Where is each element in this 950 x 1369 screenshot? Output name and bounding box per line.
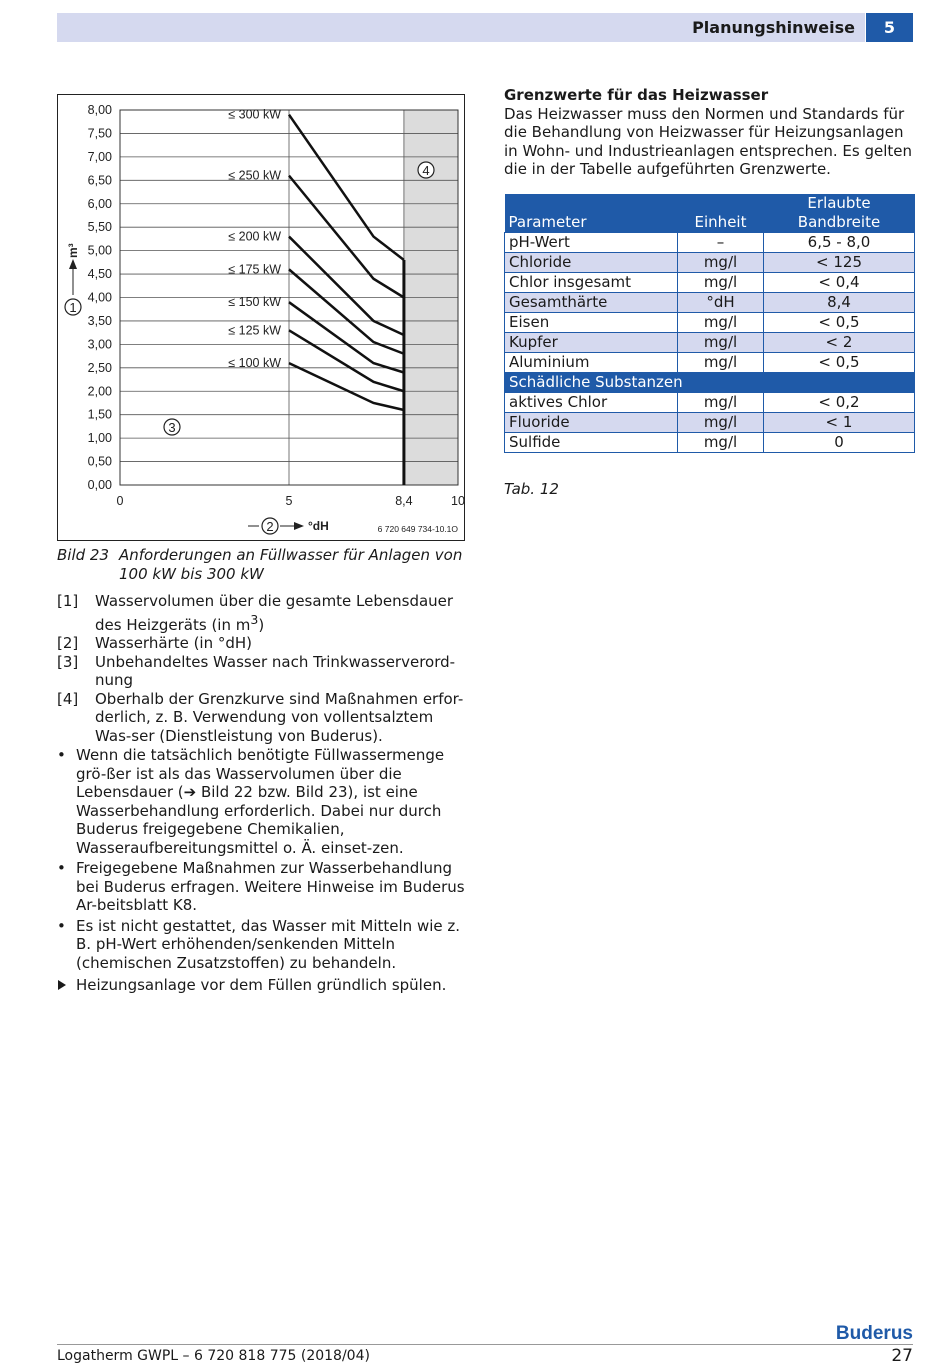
legend-key: [1] bbox=[57, 592, 79, 610]
y-tick-label: 7,00 bbox=[87, 149, 112, 164]
cell-unit: mg/l bbox=[678, 413, 764, 433]
page-number: 27 bbox=[891, 1346, 913, 1366]
table-row bbox=[505, 253, 915, 273]
cell-value: < 0,5 bbox=[764, 353, 915, 373]
cell-unit: mg/l bbox=[678, 253, 764, 273]
bullet-text: Wenn die tatsächlich benötigte Füllwassermenge grö-ßer ist als das Wasservolumen über die Lebensdauer (➔ Bild 22 bzw. Bild 23), ist eine Wasserbehandlung erforderlich. Dabei nur durch Buderus freigegebene Chemikalien, Wasseraufbereitungsmittel o. Ä. einset-zen. bbox=[76, 746, 445, 857]
footer-document-id: Logatherm GWPL – 6 720 818 775 (2018/04) bbox=[57, 1348, 370, 1364]
x-tick-label: 10 bbox=[451, 494, 465, 508]
cell-unit: mg/l bbox=[678, 433, 764, 453]
bullet-item bbox=[57, 917, 469, 973]
legend-item bbox=[57, 592, 469, 634]
series-line bbox=[289, 115, 404, 260]
y-axis-label: m³ bbox=[66, 243, 80, 258]
figure-legend bbox=[57, 592, 469, 745]
action-step bbox=[57, 976, 469, 995]
cell-unit: mg/l bbox=[678, 313, 764, 333]
bullet-text: Es ist nicht gestattet, das Wasser mit Mitteln wie z. B. pH-Wert erhöhenden/senkenden Mitteln (chemischen Zusatzstoffen) zu behandeln. bbox=[76, 916, 461, 972]
legend-item bbox=[57, 653, 469, 690]
x-tick-label: 0 bbox=[116, 494, 124, 508]
right-column bbox=[504, 86, 916, 179]
table-row bbox=[505, 293, 915, 313]
chart-svg bbox=[58, 95, 466, 542]
legend-item bbox=[57, 634, 469, 653]
cell-parameter: Aluminium bbox=[505, 353, 678, 373]
legend-text: Wasserhärte (in °dH) bbox=[95, 634, 253, 652]
y-axis-arrowhead bbox=[69, 259, 77, 269]
y-tick-label: 1,00 bbox=[87, 431, 112, 446]
cell-value: 8,4 bbox=[764, 293, 915, 313]
table-header-row bbox=[505, 194, 915, 233]
series-label: ≤ 175 kW bbox=[228, 262, 281, 277]
series-line bbox=[289, 176, 404, 298]
y-tick-label: 7,50 bbox=[87, 126, 112, 141]
y-tick-label: 1,50 bbox=[87, 407, 112, 422]
bullet-dot: • bbox=[57, 916, 66, 935]
series-line bbox=[289, 330, 404, 391]
table-row bbox=[505, 353, 915, 373]
bullet-text: Freigegebene Maßnahmen zur Wasserbehandlung bei Buderus erfragen. Weitere Hinweise im Buderus Ar-beitsblatt K8. bbox=[76, 859, 465, 914]
cell-value: < 1 bbox=[764, 413, 915, 433]
cell-parameter: pH-Wert bbox=[505, 233, 678, 253]
series-line bbox=[289, 302, 404, 372]
figure-caption bbox=[57, 546, 469, 584]
page-header-bar bbox=[57, 13, 865, 42]
table-caption: Tab. 12 bbox=[504, 480, 559, 498]
chart-figure bbox=[57, 94, 465, 541]
series-label: ≤ 150 kW bbox=[228, 295, 281, 310]
section-title: Planungshinweise bbox=[692, 18, 855, 37]
cell-unit: – bbox=[678, 233, 764, 253]
cell-unit: mg/l bbox=[678, 393, 764, 413]
footer-divider bbox=[57, 1344, 913, 1345]
cell-value: 6,5 - 8,0 bbox=[764, 233, 915, 253]
y-tick-label: 0,50 bbox=[87, 454, 112, 469]
x-tick-label: 8,4 bbox=[395, 494, 413, 508]
legend-item bbox=[57, 690, 469, 746]
legend-text: Wasservolumen über die gesamte Lebensdauer des Heizgeräts (in m bbox=[95, 592, 454, 634]
bullet-item bbox=[57, 859, 469, 915]
y-tick-label: 5,50 bbox=[87, 220, 112, 235]
cell-parameter: Gesamthärte bbox=[505, 293, 678, 313]
cell-unit: mg/l bbox=[678, 333, 764, 353]
cell-unit: °dH bbox=[678, 293, 764, 313]
header-range-line2: Bandbreite bbox=[797, 213, 881, 231]
callout-number: 4 bbox=[422, 163, 430, 178]
series-label: ≤ 200 kW bbox=[228, 229, 281, 244]
y-tick-label: 2,50 bbox=[87, 360, 112, 375]
figure-caption-label: Bild 23 bbox=[57, 546, 110, 564]
limits-paragraph: Das Heizwasser muss den Normen und Standards für die Behandlung von Heizwasser für Heizungsanlagen in Wohn- und Industrieanlagen entsprechen. Es gelten die in der Tabelle aufgeführten Grenzwerte. bbox=[504, 104, 913, 178]
table-row bbox=[505, 313, 915, 333]
cell-value: 0 bbox=[764, 433, 915, 453]
table-row bbox=[505, 273, 915, 293]
header-parameter: Parameter bbox=[505, 194, 678, 233]
y-tick-label: 6,50 bbox=[87, 173, 112, 188]
bullet-item bbox=[57, 746, 469, 857]
legend-text: Oberhalb der Grenzkurve sind Maßnahmen erfor-derlich, z. B. Verwendung von vollentsalztem Was-ser (Dienstleistung von Buderus). bbox=[95, 689, 464, 745]
callout-number: 1 bbox=[69, 300, 77, 315]
y-tick-label: 2,00 bbox=[87, 384, 112, 399]
cell-parameter: Kupfer bbox=[505, 333, 678, 353]
table-row bbox=[505, 413, 915, 433]
legend-key: [3] bbox=[57, 652, 79, 671]
limits-heading: Grenzwerte für das Heizwasser bbox=[504, 86, 769, 104]
bullet-dot: • bbox=[57, 859, 66, 877]
y-tick-label: 5,00 bbox=[87, 243, 112, 258]
cell-parameter: Sulfide bbox=[505, 433, 678, 453]
series-label: ≤ 125 kW bbox=[228, 323, 281, 338]
y-tick-label: 6,00 bbox=[87, 196, 112, 211]
header-range bbox=[764, 194, 915, 233]
cell-value: < 2 bbox=[764, 333, 915, 353]
y-tick-label: 8,00 bbox=[87, 103, 112, 117]
figure-id-code: 6 720 649 734-10.1O bbox=[377, 524, 458, 534]
cell-parameter: aktives Chlor bbox=[505, 393, 678, 413]
legend-text: Unbehandeltes Wasser nach Trinkwasserverord-nung bbox=[95, 652, 456, 689]
y-tick-label: 4,00 bbox=[87, 290, 112, 305]
chapter-number: 5 bbox=[866, 13, 913, 42]
legend-key: [2] bbox=[57, 634, 79, 652]
cell-value: < 0,5 bbox=[764, 313, 915, 333]
cell-parameter: Eisen bbox=[505, 313, 678, 333]
bullet-list bbox=[57, 746, 469, 995]
y-tick-label: 4,50 bbox=[87, 267, 112, 282]
limits-table bbox=[504, 194, 915, 453]
brand-logo: Buderus bbox=[835, 1323, 913, 1344]
cell-unit: mg/l bbox=[678, 353, 764, 373]
y-tick-label: 3,50 bbox=[87, 313, 112, 328]
table-row bbox=[505, 433, 915, 453]
action-triangle-icon bbox=[58, 980, 66, 990]
bullet-dot: • bbox=[57, 746, 66, 764]
table-row bbox=[505, 393, 915, 413]
cell-parameter: Fluoride bbox=[505, 413, 678, 433]
header-unit: Einheit bbox=[678, 194, 764, 233]
table-row bbox=[505, 333, 915, 353]
cell-parameter: Chlor insgesamt bbox=[505, 273, 678, 293]
action-text: Heizungsanlage vor dem Füllen gründlich spülen. bbox=[76, 976, 447, 994]
x-tick-label: 5 bbox=[285, 494, 293, 508]
legend-superscript: 3 bbox=[250, 611, 259, 627]
header-range-line1: Erlaubte bbox=[807, 194, 871, 212]
cell-value: < 125 bbox=[764, 253, 915, 273]
callout-number: 3 bbox=[168, 420, 176, 435]
cell-value: < 0,2 bbox=[764, 393, 915, 413]
cell-parameter: Chloride bbox=[505, 253, 678, 273]
x-axis-label: °dH bbox=[308, 519, 329, 533]
callout-number: 2 bbox=[266, 519, 274, 534]
legend-key: [4] bbox=[57, 689, 79, 708]
series-label: ≤ 300 kW bbox=[228, 107, 281, 122]
figure-caption-text: Anforderungen an Füllwasser für Anlagen von 100 kW bis 300 kW bbox=[119, 546, 463, 583]
cell-value: < 0,4 bbox=[764, 273, 915, 293]
x-axis-arrowhead bbox=[294, 522, 304, 530]
section-label: Schädliche Substanzen bbox=[505, 373, 915, 393]
legend-tail: ) bbox=[258, 615, 265, 634]
cell-unit: mg/l bbox=[678, 273, 764, 293]
table-row bbox=[505, 233, 915, 253]
series-label: ≤ 250 kW bbox=[228, 168, 281, 183]
table-section-row bbox=[505, 373, 915, 393]
series-label: ≤ 100 kW bbox=[228, 356, 281, 371]
y-tick-label: 3,00 bbox=[87, 337, 112, 352]
y-tick-label: 0,00 bbox=[87, 478, 112, 492]
